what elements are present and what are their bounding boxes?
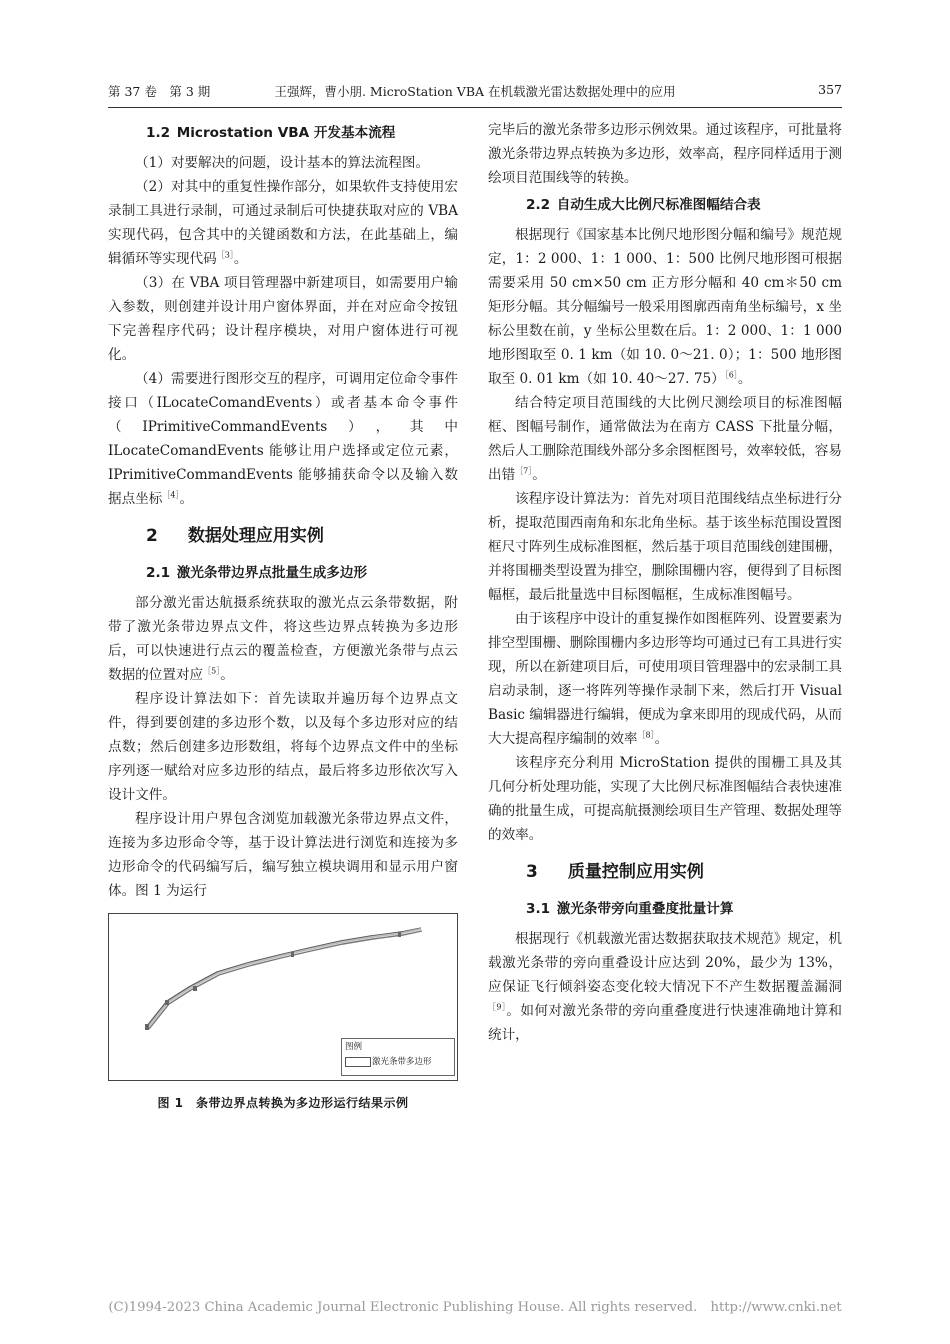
section-2-2-heading <box>488 193 842 217</box>
citation: ［7］ <box>515 466 533 476</box>
section-title: 数据处理应用实例 <box>187 526 324 546</box>
section-number: 2.1 <box>146 565 171 581</box>
citation: ［5］ <box>203 666 221 676</box>
header-rule <box>108 107 842 108</box>
running-title: 王强辉，曹小朋. MicroStation VBA 在机载激光雷达数据处理中的应用 <box>274 84 676 99</box>
section-title: 自动生成大比例尺标准图幅结合表 <box>556 197 761 213</box>
paragraph: 根据现行《国家基本比例尺地形图分幅和编号》规范规定，1：2 000、1：1 000、1：500 比例尺地形图可根据需要采用 50 cm×50 cm 正方形分幅和 40 cm＊50 cm 矩形分幅。其分幅编号一般采用图廓西南角坐标编号，x 坐标公里数在前，y 坐标公里数在后。1：2 000、1：1 000 地形图取至 0. 1 km（如 10. 0～21. 0）；1：500 地形图取至 0. 01 km（如 10. 40～27. 75）$^{[6]}$。 <box>488 227 842 387</box>
citation: ［3］ <box>216 250 234 260</box>
paragraph: 程序设计用户界包含浏览加载激光条带边界点文件，连接为多边形命令等，基于设计算法进行浏览和连接为多边形命令的代码编写后，编写独立模块调用和显示用户窗体。图 1 为运行 <box>108 811 458 899</box>
section-title: Microstation VBA 开发基本流程 <box>176 125 396 141</box>
legend-label: 激光条带多边形 <box>372 1057 432 1067</box>
figure-caption: 图 1 条带边界点转换为多边形运行结果示例 <box>157 1096 409 1110</box>
paragraph: （2）对其中的重复性操作部分，如果软件支持使用宏录制工具进行录制，可通过录制后可快捷获取对应的 VBA 实现代码，包含其中的关键函数和方法，在此基础上，编辑循环等实现代码$^{[3]}$。 <box>108 179 458 267</box>
section-number: 2.2 <box>526 197 551 213</box>
section-title: 激光条带旁向重叠度批量计算 <box>556 901 734 917</box>
section-number: 1.2 <box>146 125 171 141</box>
paragraph: 该程序充分利用 MicroStation 提供的围栅工具及其几何分析处理功能，实现了大比例尺标准图幅结合表快速准确的批量生成，可提高航摄测绘项目生产管理、数据处理等的效率。 <box>488 755 842 843</box>
strip-vertices <box>145 932 401 1030</box>
paragraph: （1）对要解决的问题，设计基本的算法流程图。 <box>135 155 430 171</box>
citation: ［8］ <box>637 730 655 740</box>
section-title: 质量控制应用实例 <box>567 862 704 882</box>
figure-legend <box>341 1038 455 1076</box>
citation: ［9］ <box>488 1002 507 1012</box>
citation: ［4］ <box>162 490 180 500</box>
strip-polygon-fill-band <box>148 929 421 1027</box>
section-3-1-heading <box>488 897 842 921</box>
section-2-heading <box>108 521 458 551</box>
section-3-heading <box>488 857 842 887</box>
section-2-1-heading <box>108 561 458 585</box>
section-number: 3.1 <box>526 901 551 917</box>
strip-polygon-edge-lower <box>149 931 422 1029</box>
section-number: 2 <box>146 526 158 546</box>
legend-swatch <box>345 1057 371 1067</box>
paragraph: 由于该程序中设计的重复操作如图框阵列、设置要素为排空型围栅、删除围栅内多边形等均可通过已有工具进行实现，所以在新建项目后，可使用项目管理器中的宏录制工具启动录制，逐一将阵列等操作录制下来，然后打开 Visual Basic 编辑器进行编辑，便成为拿来即用的现成代码，从而大大提高程序编制的效率$^{[8]}$。 <box>488 611 843 747</box>
paragraph: 根据现行《机载激光雷达数据获取技术规范》规定，机载激光条带的旁向重叠设计应达到 20%，最少为 13%，应保证飞行倾斜姿态变化较大情况下不产生数据覆盖漏洞$^{[9]}$。如何对激光条带的旁向重叠度进行快速准确地计算和统计， <box>488 931 843 1043</box>
figure-1 <box>108 913 458 1081</box>
right-column <box>488 118 842 1047</box>
paragraph: 该程序设计算法为：首先对项目范围线结点坐标进行分析，提取范围西南角和东北角坐标。基于该坐标范围设置图框尺寸阵列生成标准图框，然后基于项目范围线创建围栅，并将围栅类型设置为排空，删除围栅内容，便得到了目标图幅框，最后批量选中目标图幅框，生成标准图幅号。 <box>488 491 842 603</box>
paragraph: 部分激光雷达航摄系统获取的激光点云条带数据，附带了激光条带边界点文件，将这些边界点转换为多边形后，可以快速进行点云的覆盖检查，方便激光条带与点云数据的位置对应$^{[5]}$。 <box>108 595 458 683</box>
paragraph: （4）需要进行图形交互的程序，可调用定位命令事件接口（ILocateComandEvents）或者基本命令事件（IPrimitiveCommandEvents），其中 ILocateComandEvents 能够让用户选择或定位元素，IPrimitiveCommandEvents 能够捕获命令以及输入数据点坐标$^{[4]}$。 <box>108 371 458 507</box>
paragraph: 程序设计算法如下：首先读取并遍历每个边界点文件，得到要创建的多边形个数，以及每个多边形对应的结点数；然后创建多边形数组，将每个边界点文件中的坐标序列逐一赋给对应多边形的结点，最后将多边形依次写入设计文件。 <box>108 691 458 803</box>
paragraph: 完毕后的激光条带多边形示例效果。通过该程序，可批量将激光条带边界点转换为多边形，效率高，程序同样适用于测绘项目范围线等的转换。 <box>488 122 842 186</box>
running-header <box>108 82 842 104</box>
copyright-footer: (C)1994-2023 China Academic Journal Electronic Publishing House. All rights reserved. http://www.cnki.net <box>108 1300 842 1315</box>
section-title: 激光条带边界点批量生成多边形 <box>176 565 368 581</box>
legend-title: 图例 <box>345 1042 363 1052</box>
page-number: 357 <box>818 82 842 97</box>
paragraph: （3）在 VBA 项目管理器中新建项目，如需要用户输入参数，则创建并设计用户窗体界面，并在对应命令按钮下完善程序代码；设计程序模块，对用户窗体进行可视化。 <box>108 275 458 363</box>
citation: ［6］ <box>724 370 738 380</box>
section-1-2-heading <box>108 121 458 145</box>
section-number: 3 <box>526 862 538 882</box>
strip-polygon-edge-upper <box>147 928 421 1026</box>
left-column <box>108 118 458 1115</box>
paragraph: 结合特定项目范围线的大比例尺测绘项目的标准图幅框、图幅号制作，通常做法为在南方 CASS 下批量分幅，然后人工删除范围线外部分多余图框图号，效率较低，容易出错$^{[7]}$。 <box>488 395 842 483</box>
journal-issue: 第 37 卷 第 3 期 <box>108 84 211 99</box>
